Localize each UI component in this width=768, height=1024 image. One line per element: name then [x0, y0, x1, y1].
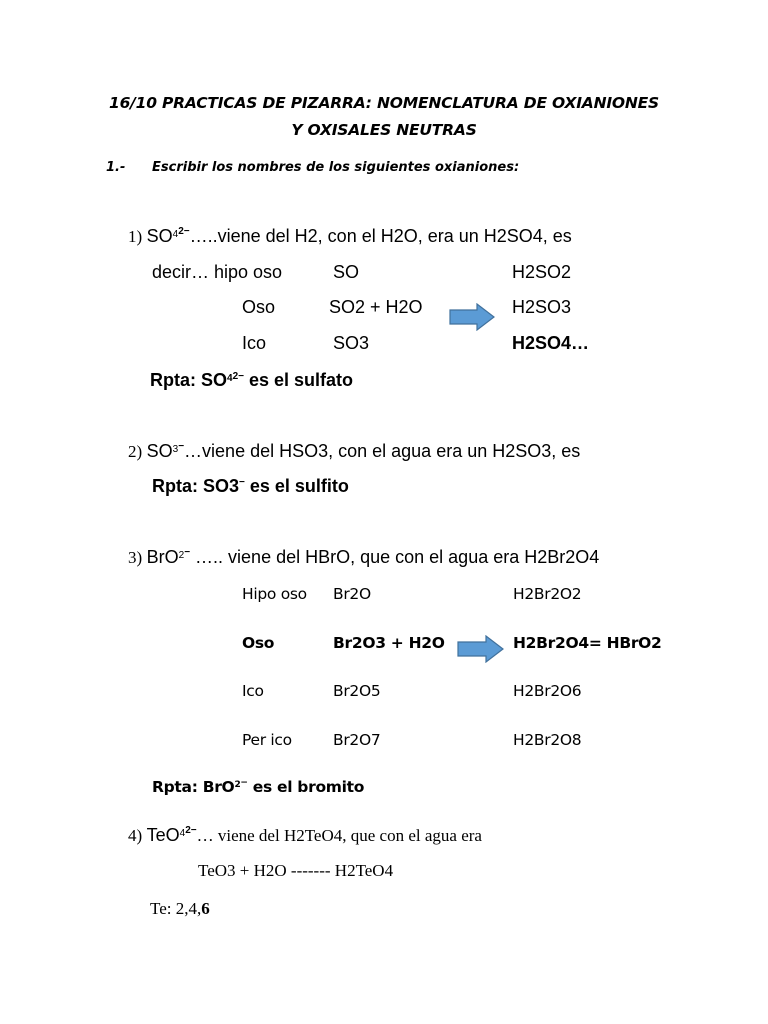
- item3-row4-name: Per ico: [242, 731, 292, 749]
- item1-row3-oxide: SO3: [333, 333, 370, 353]
- item3-text: ….. viene del HBrO, que con el agua era H2Br2O4: [190, 547, 600, 567]
- item1-line: [128, 226, 572, 247]
- item1-row1-name: decir… hipo oso: [152, 262, 283, 282]
- item1-row1-acid: H2SO2: [512, 262, 572, 282]
- item3-line: [128, 547, 599, 568]
- item1-row3-acid: H2SO4…: [512, 333, 590, 353]
- item1-arrow-icon: [449, 303, 495, 331]
- item4-number: 4): [128, 826, 143, 845]
- page-title-line1: 16/10 PRACTICAS DE PIZARRA: NOMENCLATURA DE OXIANIONES: [108, 94, 660, 112]
- item1-ion: $SO^{42-}$: [146, 226, 190, 246]
- item1-answer: Rpta: $SO^{42-}$ es el sulfato: [150, 370, 354, 390]
- item2-text: …viene del HSO3, con el agua era un H2SO3, es: [184, 441, 581, 461]
- exercise-instruction: Escribir los nombres de los siguientes oxianiones:: [152, 160, 520, 175]
- item2-ion: $SO^{3-}$: [146, 441, 185, 461]
- item1-row2-oxide: SO2 + H2O: [329, 297, 423, 317]
- page-title-line2: Y OXISALES NEUTRAS: [291, 121, 477, 139]
- item4-ion: TeO$^{42-}$: [146, 825, 197, 845]
- item3-row2-acid: H2Br2O4= HBrO2: [513, 634, 662, 652]
- item3-row2-oxide: Br2O3 + H2O: [333, 634, 445, 652]
- item3-row1-acid: H2Br2O2: [513, 585, 582, 603]
- item2-number: 2): [128, 442, 143, 461]
- item3-ion: BrO$^{2-}$: [146, 547, 191, 567]
- item2-line: [128, 441, 580, 462]
- item4-line: [128, 825, 482, 846]
- item3-number: 3): [128, 548, 143, 567]
- item3-row3-oxide: Br2O5: [333, 682, 381, 700]
- item1-row2-name: Oso: [242, 297, 276, 317]
- item4-equation: TeO3 + H2O ------- H2TeO4: [198, 861, 394, 880]
- item4-valences: Te: 2,4,6: [150, 899, 210, 918]
- item3-row4-oxide: Br2O7: [333, 731, 381, 749]
- item3-arrow-icon: [457, 635, 504, 663]
- item1-row2-acid: H2SO3: [512, 297, 572, 317]
- item3-row3-acid: H2Br2O6: [513, 682, 582, 700]
- exercise-number: 1.-: [106, 160, 126, 175]
- item1-text: …..viene del H2, con el H2O, era un H2SO4, es: [189, 226, 572, 246]
- item3-row1-name: Hipo oso: [242, 585, 307, 603]
- item3-row4-acid: H2Br2O8: [513, 731, 582, 749]
- item1-row1-oxide: SO: [333, 262, 360, 282]
- item4-text: … viene del H2TeO4, que con el agua era: [196, 826, 482, 845]
- item3-row3-name: Ico: [242, 682, 264, 700]
- item1-row3-name: Ico: [242, 333, 267, 353]
- item3-answer: Rpta: BrO$^{2-}$ es el bromito: [152, 778, 365, 796]
- item2-answer: Rpta: SO3− es el sulfito: [152, 476, 349, 496]
- item3-row1-oxide: Br2O: [333, 585, 371, 603]
- item3-row2-name: Oso: [242, 634, 275, 652]
- item1-number: 1): [128, 227, 143, 246]
